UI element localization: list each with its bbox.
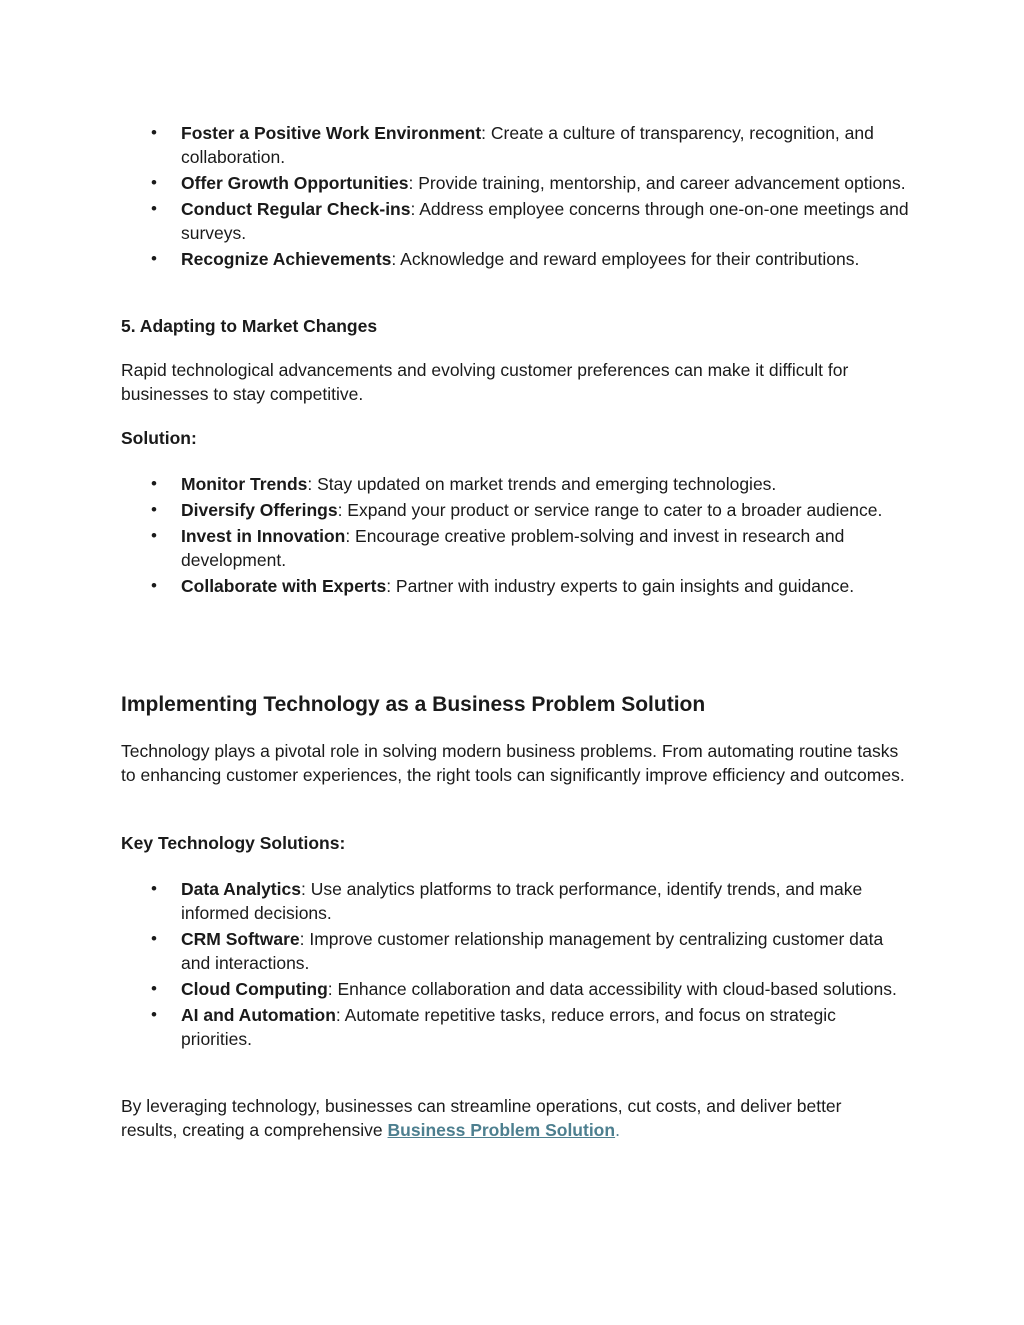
list-item <box>121 574 911 598</box>
list-item <box>121 472 911 496</box>
list-item-text: : Acknowledge and reward employees for their contributions. <box>391 249 860 269</box>
list-item-text: : Enhance collaboration and data accessibility with cloud-based solutions. <box>327 979 897 999</box>
list-item-term: Invest in Innovation <box>181 526 346 546</box>
bullet-icon: • <box>151 123 157 142</box>
bullet-icon: • <box>151 526 157 545</box>
page-title: Implementing Technology as a Business Problem Solution <box>121 693 706 716</box>
bullet-icon: • <box>151 173 157 192</box>
list-item-term: Data Analytics <box>181 879 301 899</box>
list-item-text: : Stay updated on market trends and emerging technologies. <box>307 474 777 494</box>
list-item-term: CRM Software <box>181 929 300 949</box>
list-item-term: Monitor Trends <box>181 474 308 494</box>
bullet-icon: • <box>151 474 157 493</box>
list-item-text: : Encourage creative problem-solving and invest in research and development. <box>181 526 845 570</box>
section-paragraph: Rapid technological advancements and evolving customer preferences can make it difficult for businesses to stay competitive. <box>121 360 849 404</box>
list-item <box>121 977 911 1001</box>
solution-label: Solution: <box>121 428 197 448</box>
list-item-text: : Address employee concerns through one-on-one meetings and surveys. <box>181 199 909 243</box>
market-solutions-list <box>121 472 911 600</box>
bullet-icon: • <box>151 500 157 519</box>
bullet-icon: • <box>151 249 157 268</box>
bullet-icon: • <box>151 929 157 948</box>
list-item <box>121 247 911 271</box>
list-item <box>121 927 911 975</box>
list-item-text: : Expand your product or service range to cater to a broader audience. <box>337 500 883 520</box>
list-item <box>121 1003 911 1051</box>
business-problem-solution-link[interactable]: Business Problem Solution <box>387 1120 616 1140</box>
list-item <box>121 197 911 245</box>
retention-strategies-list <box>121 121 911 273</box>
bullet-icon: • <box>151 199 157 218</box>
bullet-icon: • <box>151 979 157 998</box>
list-item <box>121 171 911 195</box>
list-item <box>121 121 911 169</box>
tech-intro-paragraph: Technology plays a pivotal role in solving modern business problems. From automating routine tasks to enhancing customer experiences, the right tools can significantly improve efficiency and outcomes. <box>121 741 905 785</box>
section-heading-market-changes: 5. Adapting to Market Changes <box>121 316 378 336</box>
list-item-term: Cloud Computing <box>181 979 328 999</box>
bullet-icon: • <box>151 879 157 898</box>
list-item-term: Offer Growth Opportunities <box>181 173 409 193</box>
list-item-text: : Partner with industry experts to gain insights and guidance. <box>386 576 855 596</box>
list-item-term: Conduct Regular Check-ins <box>181 199 411 219</box>
list-item-term: Collaborate with Experts <box>181 576 387 596</box>
list-item <box>121 498 911 522</box>
list-item-text: : Automate repetitive tasks, reduce errors, and focus on strategic priorities. <box>181 1005 836 1049</box>
tech-solutions-list <box>121 877 911 1053</box>
closing-paragraph <box>121 1094 901 1142</box>
closing-period: . <box>615 1120 620 1140</box>
list-item-text: : Create a culture of transparency, recognition, and collaboration. <box>181 123 874 167</box>
list-item-text: : Improve customer relationship management by centralizing customer data and interactions. <box>181 929 884 973</box>
list-item <box>121 877 911 925</box>
list-item <box>121 524 911 572</box>
list-item-text: : Use analytics platforms to track performance, identify trends, and make informed decisions. <box>181 879 863 923</box>
key-solutions-label: Key Technology Solutions: <box>121 833 346 853</box>
list-item-text: : Provide training, mentorship, and career advancement options. <box>408 173 906 193</box>
bullet-icon: • <box>151 1005 157 1024</box>
closing-text: By leveraging technology, businesses can streamline operations, cut costs, and deliver better results, creating a comprehensive <box>121 1096 842 1140</box>
bullet-icon: • <box>151 576 157 595</box>
list-item-term: Recognize Achievements <box>181 249 392 269</box>
list-item-term: Diversify Offerings <box>181 500 338 520</box>
list-item-term: AI and Automation <box>181 1005 336 1025</box>
list-item-term: Foster a Positive Work Environment <box>181 123 482 143</box>
